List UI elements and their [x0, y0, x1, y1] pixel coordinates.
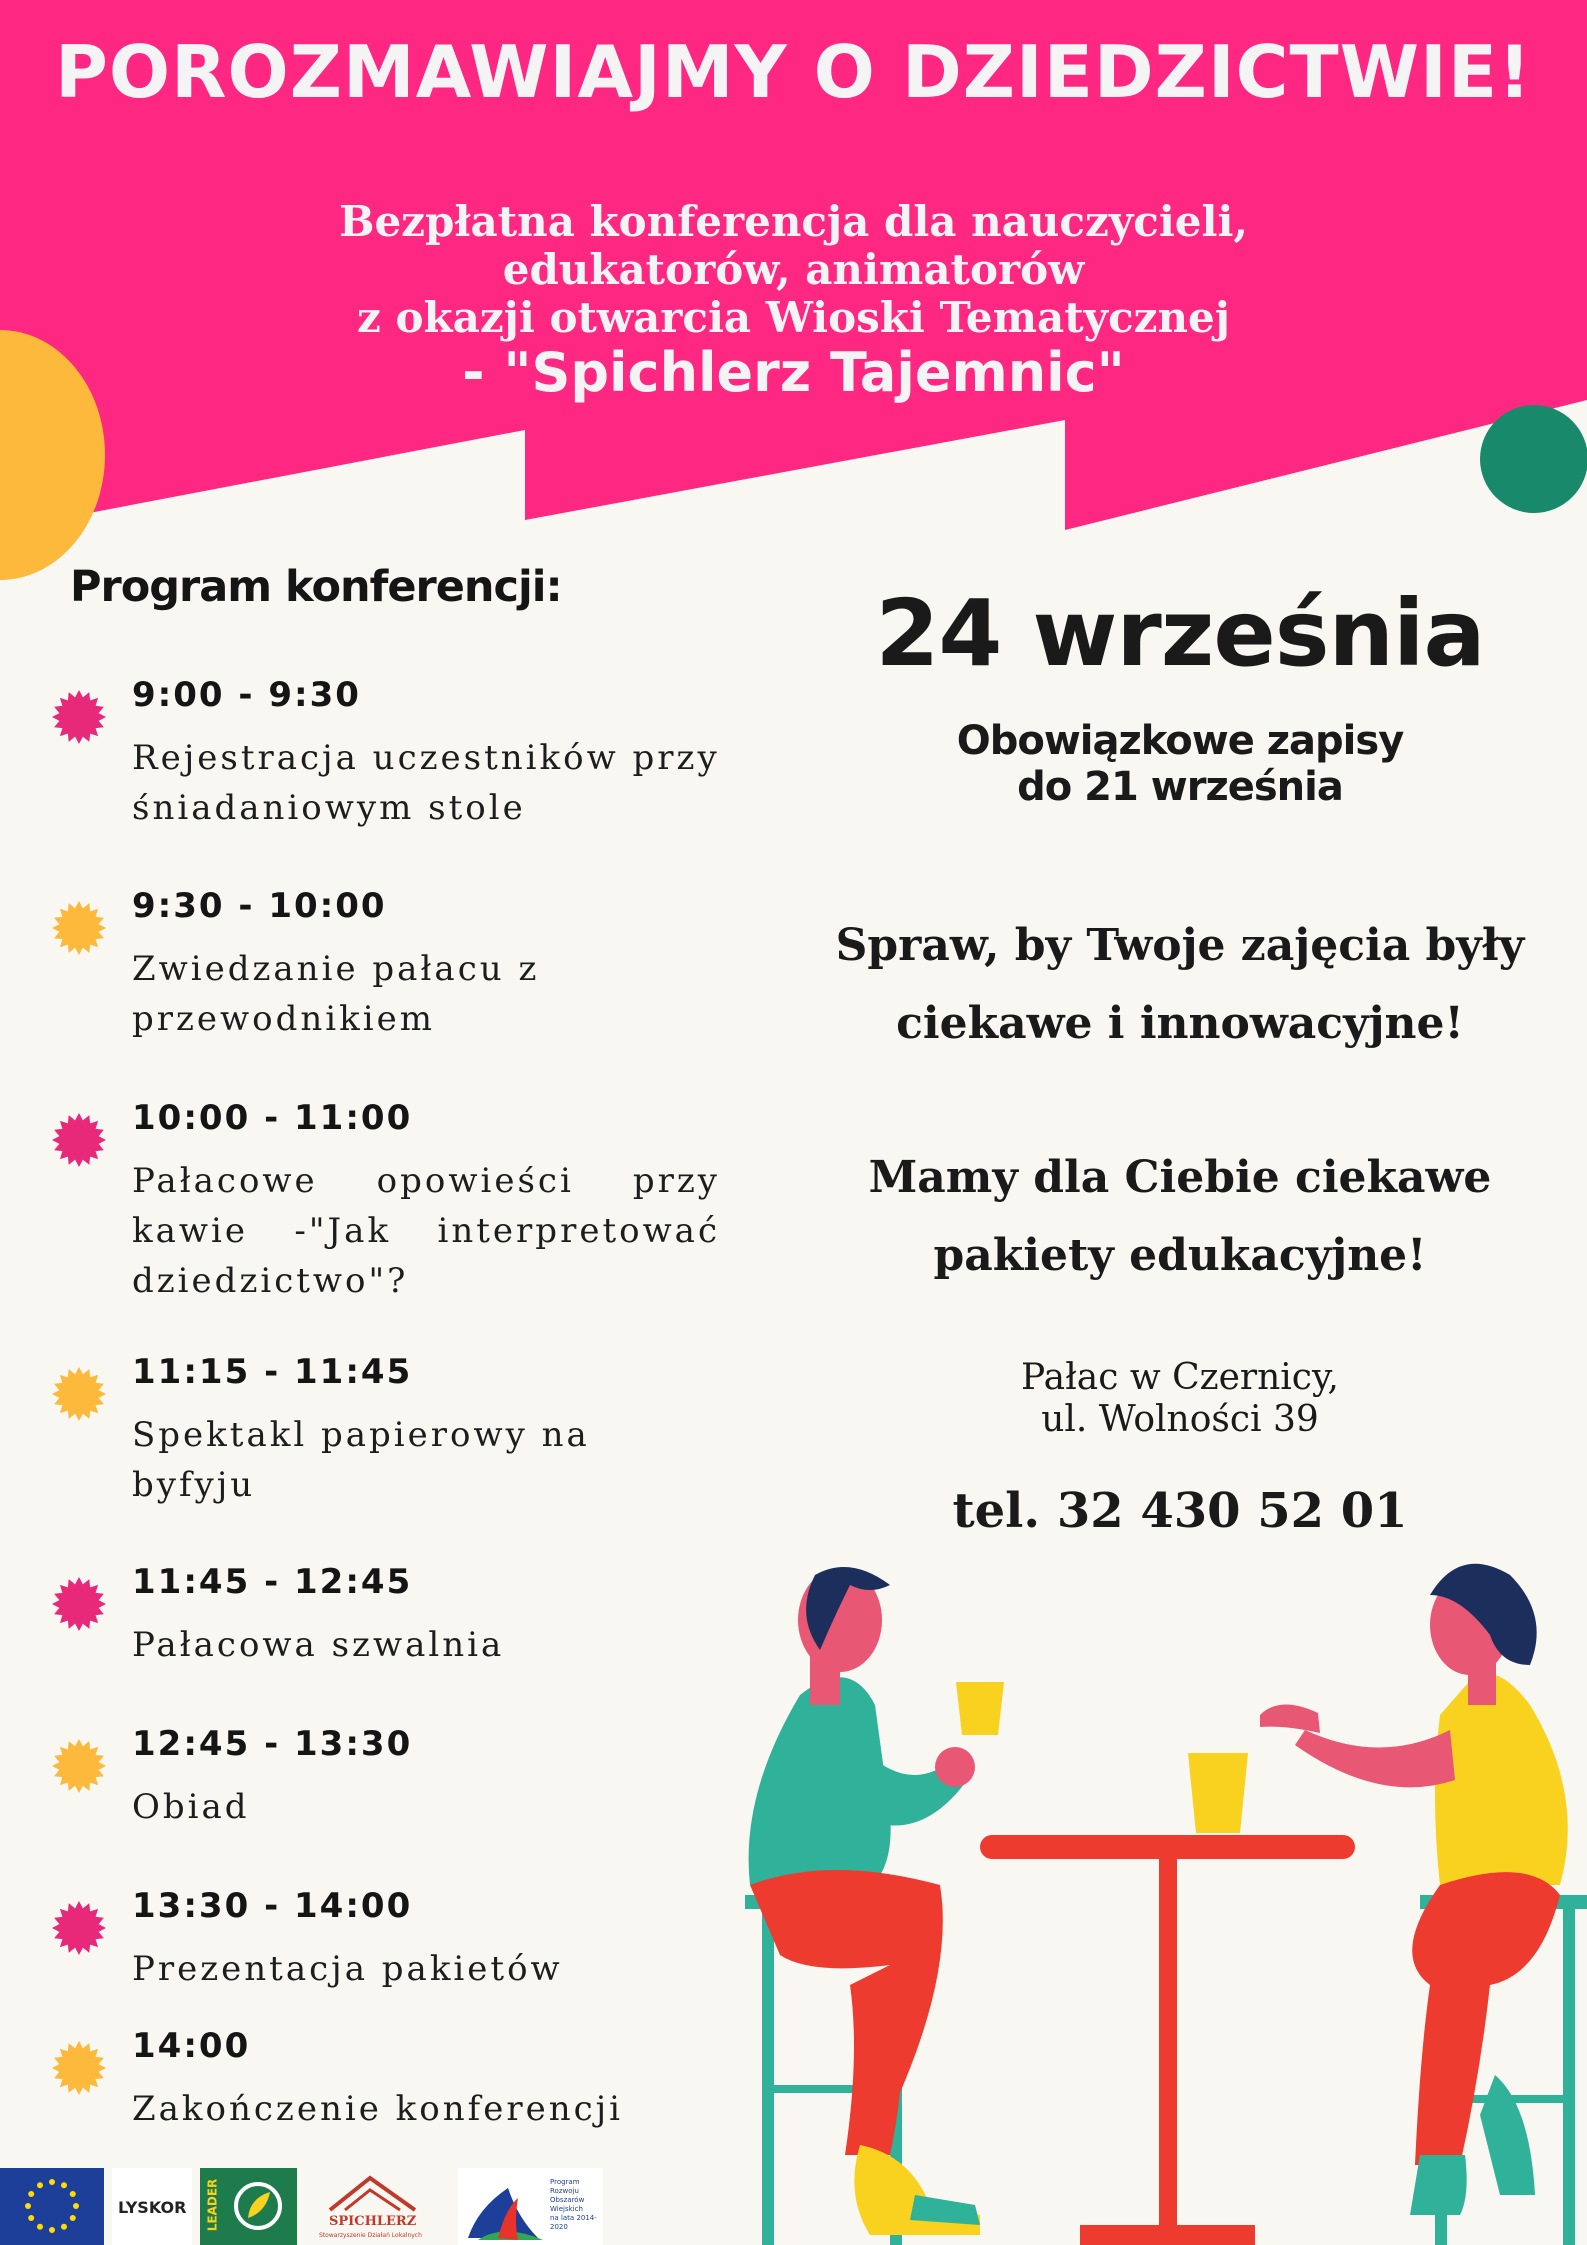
program-time: 10:00 - 11:00	[132, 1098, 413, 1138]
signup-note	[820, 718, 1540, 810]
leader-logo-text: LEADER	[205, 2178, 220, 2232]
eu-star	[49, 2179, 55, 2185]
tagline-line: Mamy dla Ciebie ciekawe	[868, 1152, 1492, 1203]
program-time: 9:30 - 10:00	[132, 886, 387, 926]
program-description: Spektakl papierowy na byfyju	[132, 1415, 590, 1505]
starburst-bullet-icon	[52, 1739, 106, 1793]
lyskor-logo	[112, 2168, 192, 2245]
address-line: ul. Wolności 39	[1041, 1399, 1319, 1440]
spichlerz-logo-text: SPICHLERZ	[329, 2214, 417, 2229]
program-time: 13:30 - 14:00	[132, 1886, 413, 1926]
starburst-bullet-icon	[52, 2041, 106, 2095]
tagline	[800, 907, 1560, 1063]
subtitle-line: Bezpłatna konferencja dla nauczycieli,	[338, 197, 1249, 246]
starburst-bullet-icon	[52, 1577, 106, 1631]
program-time: 11:15 - 11:45	[132, 1352, 413, 1392]
signup-line: Obowiązkowe zapisy	[956, 718, 1404, 764]
program-time: 12:45 - 13:30	[132, 1724, 413, 1764]
prow-line: Program	[550, 2178, 580, 2186]
eu-flag-logo	[0, 2168, 104, 2245]
tagline-line: Spraw, by Twoje zajęcia były	[835, 920, 1525, 971]
eu-star	[37, 2224, 43, 2230]
prow-logo-text	[550, 2178, 603, 2232]
address-line: Pałac w Czernicy,	[1021, 1357, 1339, 1398]
tagline-packages	[800, 1139, 1560, 1295]
program-description: Obiad	[132, 1787, 250, 1827]
eu-star	[28, 2191, 34, 2197]
tagline-line: ciekawe i innowacyjne!	[896, 998, 1464, 1049]
page-title: POROZMAWIAJMY O DZIEDZICTWIE!	[55, 30, 1532, 114]
prow-logo	[458, 2168, 603, 2245]
starburst-bullet-icon	[52, 690, 106, 744]
program-description: Prezentacja pakietów	[132, 1949, 563, 1989]
eu-star	[70, 2215, 76, 2221]
decorative-circle-green	[1480, 405, 1587, 513]
event-date: 24 września	[875, 580, 1485, 687]
address	[900, 1357, 1460, 1441]
starburst-bullet-icon	[52, 1113, 106, 1167]
starburst-bullet-icon	[52, 1901, 106, 1955]
program-description: Pałacowe opowieści przy kawie -"Jak interpretować dziedzictwo"?	[132, 1161, 720, 1301]
eu-star	[37, 2182, 43, 2188]
subtitle-line: z okazji otwarcia Wioski Tematycznej	[357, 293, 1230, 342]
program-time: 14:00	[132, 2026, 251, 2066]
starburst-bullet-icon	[52, 901, 106, 955]
eu-star	[61, 2182, 67, 2188]
subtitle-line-venue: - "Spichlerz Tajemnic"	[462, 341, 1125, 404]
signup-line: do 21 września	[1017, 764, 1343, 810]
tagline-line: pakiety edukacyjne!	[933, 1230, 1427, 1281]
prow-line: Obszarów	[550, 2196, 585, 2204]
coffee-conversation-illustration	[740, 1555, 1587, 2245]
starburst-bullet-icon	[52, 1367, 106, 1421]
prow-line: Wiejskich	[550, 2205, 583, 2213]
program-heading: Program konferencji:	[70, 562, 562, 612]
eu-star	[28, 2215, 34, 2221]
spichlerz-logo	[315, 2168, 435, 2245]
spichlerz-logo-subtext: Stowarzyszenie Działań Lokalnych	[319, 2232, 422, 2239]
leader-logo	[200, 2168, 297, 2245]
prow-line: Rozwoju	[550, 2187, 579, 2195]
sponsor-logos	[0, 2168, 610, 2245]
program-time: 9:00 - 9:30	[132, 675, 361, 715]
prow-line: na lata 2014-2020	[550, 2214, 597, 2231]
subtitle	[200, 198, 1387, 404]
program-description: Zwiedzanie pałacu z przewodnikiem	[132, 949, 540, 1039]
eu-star	[61, 2224, 67, 2230]
eu-stars-icon	[0, 2168, 104, 2245]
subtitle-line: edukatorów, animatorów	[502, 245, 1085, 294]
lyskor-logo-text: LYSKOR	[118, 2198, 187, 2217]
program-description: Zakończenie konferencji	[132, 2089, 624, 2129]
spichlerz-roof-icon	[315, 2168, 435, 2218]
program-description: Pałacowa szwalnia	[132, 1625, 505, 1665]
phone-number: tel. 32 430 52 01	[952, 1483, 1408, 1539]
program-time: 11:45 - 12:45	[132, 1562, 413, 1602]
eu-star	[25, 2203, 31, 2209]
eu-star	[49, 2227, 55, 2233]
eu-star	[70, 2191, 76, 2197]
eu-star	[73, 2203, 79, 2209]
program-description: Rejestracja uczestników przy śniadaniowym stole	[132, 738, 720, 828]
prow-emblem-icon	[458, 2168, 548, 2245]
